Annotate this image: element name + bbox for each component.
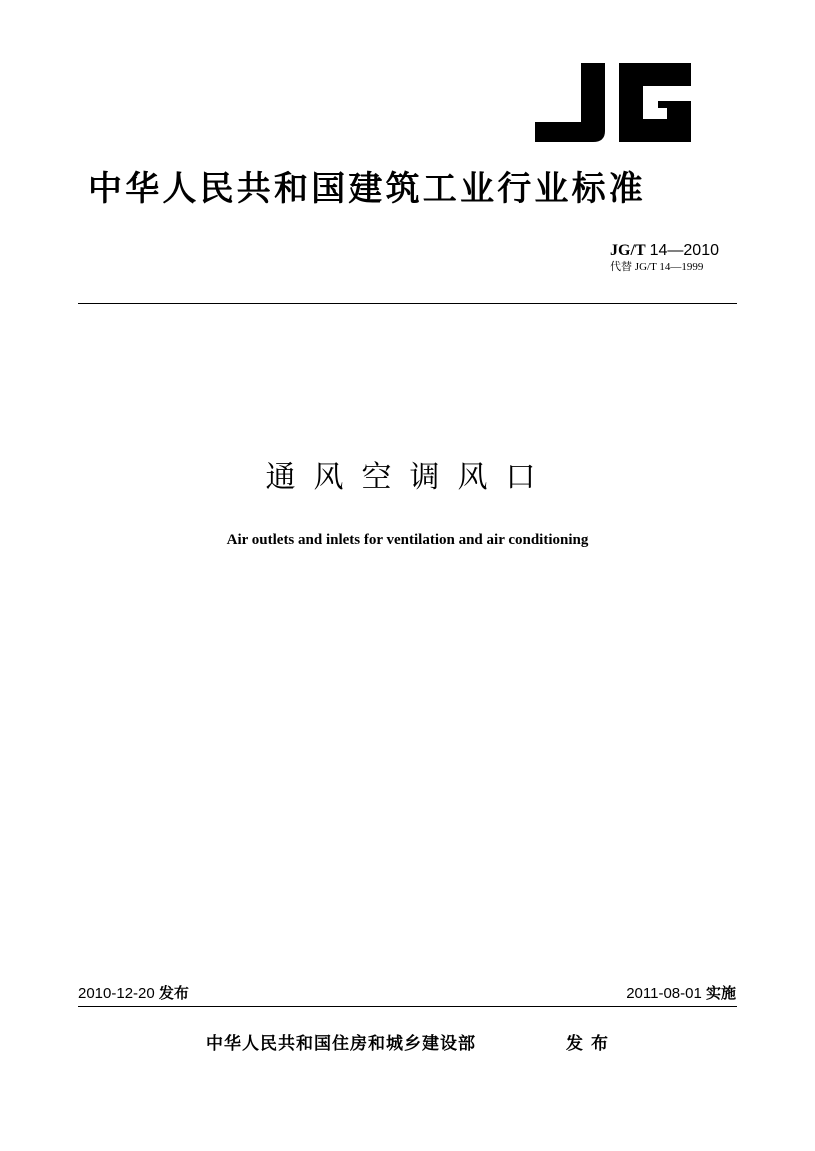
top-divider bbox=[78, 303, 737, 304]
implement-date-line bbox=[626, 983, 736, 1004]
issuer-title: 中华人民共和国建筑工业行业标准 bbox=[88, 169, 646, 209]
standard-prefix: JG/T bbox=[610, 242, 646, 259]
document-title-cn: 通风空调风口 bbox=[265, 460, 554, 495]
jg-logo-icon bbox=[535, 63, 691, 142]
issue-date-line bbox=[78, 983, 189, 1004]
standard-code: 14—2010 bbox=[649, 242, 719, 259]
publisher-name: 中华人民共和国住房和城乡建设部 bbox=[206, 1034, 476, 1054]
replaces-standard: 代替 JG/T 14—1999 bbox=[610, 261, 704, 273]
standard-number bbox=[610, 242, 719, 260]
publisher-action: 发布 bbox=[566, 1034, 616, 1054]
standard-number-block bbox=[610, 242, 719, 274]
document-title-en: Air outlets and inlets for ventilation and air conditioning bbox=[226, 532, 589, 548]
issue-label: 发布 bbox=[158, 984, 189, 1002]
implement-label: 实施 bbox=[705, 984, 736, 1002]
jg-logo bbox=[535, 63, 691, 142]
bottom-divider bbox=[78, 1006, 737, 1007]
implement-date: 2011-08-01 bbox=[626, 985, 702, 1002]
issue-date: 2010-12-20 bbox=[78, 985, 155, 1002]
